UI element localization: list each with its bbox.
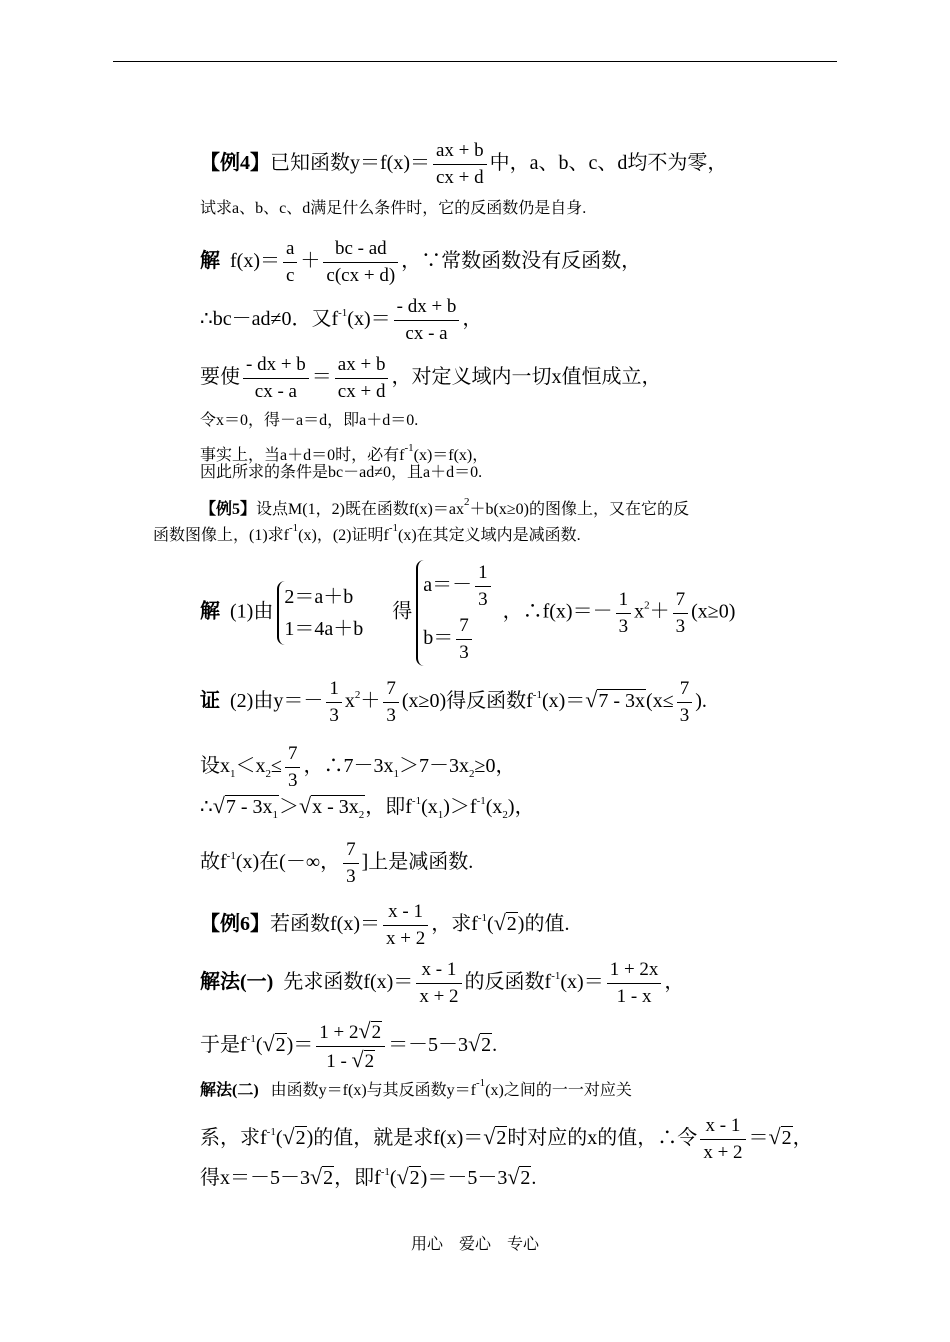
- sqrt-icon: √2: [351, 1047, 375, 1072]
- fraction: $\frac{ax + b}{cx + d}$: [433, 138, 487, 191]
- ex4-question: 【例4】已知函数y＝f(x)＝ $\frac{ax + b}{cx + d}$ 中，a、b、c、d均不为零，: [200, 138, 727, 191]
- ex5-proof-line1: 证 (2)由y＝－ $\frac{1}{3}$ $x^2+$ $\frac{7}{3}$ (x≥0)得反函数$f^{-1}(x)=√7 - 3x(x\le$ $\frac{7}{3}$ ).: [200, 676, 707, 729]
- ex5-title: 【例5】: [200, 501, 257, 518]
- sqrt-icon: $√x - 3x_2$: [298, 793, 365, 821]
- fraction: $\frac{a}{c}$: [283, 236, 297, 289]
- ex5-question-line1: 【例5】设点M(1，2)既在函数$f(x)=ax^2+b(x\ge 0)$的图像上，又在它的反: [200, 496, 689, 518]
- ex5-solution-line1: 解 (1)由 2＝a＋b 1＝4a＋b 得 a＝－ $\frac{1}{3}$ b＝ $\frac{7}{3}$ ，∴f(x)＝－ $\frac{1}{3}$ $x^2+$ $\frac{7}{3}$ (x≥0): [200, 560, 735, 666]
- method2-label: 解法(二): [200, 1082, 259, 1099]
- fraction: $\frac{1}{3}$: [616, 587, 632, 640]
- fraction: $\frac{7}{3}$: [673, 587, 689, 640]
- ex4-solution-line1: 解 f(x)＝ $\frac{a}{c}$ ＋ $\frac{bc - ad}{c(cx + d)}$ ，∵常数函数没有反函数，: [200, 236, 641, 289]
- ex4-solution-line5: 事实上，当a＋d＝0时，必有$f^{-1}(x)=f(x)$，: [200, 442, 489, 464]
- fraction: $\frac{- dx + b}{cx - a}$: [243, 352, 309, 405]
- fraction: $\frac{1}{3}$: [326, 676, 342, 729]
- fraction: $\frac{1 + 2√2}{1 - √2}$: [316, 1018, 385, 1075]
- method1-label: 解法(一): [200, 971, 274, 994]
- fraction: $\frac{bc - ad}{c(cx + d)}$: [323, 236, 398, 289]
- ex6-question: 【例6】若函数f(x)＝ $\frac{x - 1}{x + 2}$ ，求$f^{-1}(√2)$的值.: [200, 899, 569, 952]
- sqrt-icon: √2: [358, 1018, 382, 1043]
- fraction: $\frac{x - 1}{x + 2}$: [416, 957, 461, 1010]
- fraction: $\frac{x - 1}{x + 2}$: [383, 899, 428, 952]
- ex4-solution-line4: 令x＝0，得－a＝d，即a＋d＝0.: [200, 412, 419, 429]
- ex6-method2-line2: 系，求$f^{-1}(√2)$的值，就是求f(x)＝√2时对应的x的值，∴令 $\frac{x - 1}{x + 2}$ ＝√2，: [200, 1113, 813, 1166]
- sqrt-icon: √2: [507, 1164, 531, 1189]
- sqrt-icon: √2: [282, 1124, 306, 1150]
- ex4-solution-line6: 因此所求的条件是bc－ad≠0，且a＋d＝0.: [200, 464, 483, 481]
- fraction: $\frac{x - 1}{x + 2}$: [700, 1113, 745, 1166]
- ex4-solution-line3: 要使 $\frac{- dx + b}{cx - a}$ ＝ $\frac{ax + b}{cx + d}$ ，对定义域内一切x值恒成立，: [200, 352, 661, 405]
- ex6-method1-line1: 解法(一) 先求函数f(x)＝ $\frac{x - 1}{x + 2}$ 的反函数$f^{-1}(x)=$ $\frac{1 + 2x}{1 - x}$ ，: [200, 957, 684, 1010]
- fraction: $\frac{7}{3}$: [343, 837, 359, 890]
- ex5-proof-line3: ∴√7 - $3x_1>√x - 3x_2$，即$f^{-1}(x_1)>f^{-1}(x_2)$，: [200, 789, 535, 827]
- ex6-method1-line2: 于是$f^{-1}(√2)=$ $\frac{1 + 2√2}{1 - √2}$ ＝－5－3√2.: [200, 1018, 497, 1075]
- ex4-question-line2: 试求a、b、c、d满足什么条件时，它的反函数仍是自身.: [200, 200, 587, 217]
- ex5-question-line2: 函数图像上，(1)求$f^{-1}(x)$，(2)证明$f^{-1}(x)$在其定义域内是减函数.: [153, 522, 581, 544]
- fraction: $\frac{- dx + b}{cx - a}$: [394, 294, 460, 347]
- ex4-solution-line2: ∴bc－ad≠0．又$f^{-1}(x)=$ $\frac{- dx + b}{cx - a}$ ，: [200, 294, 482, 347]
- ex6-method2-line1: 解法(二) 由函数y＝f(x)与其反函数$y=f^{-1}(x)$之间的一一对应关: [200, 1077, 632, 1099]
- ex4-title: 【例4】: [200, 152, 270, 175]
- solution-label: 解: [200, 250, 220, 273]
- sqrt-icon: √2: [483, 1124, 507, 1150]
- fraction: $\frac{7}{3}$: [285, 741, 301, 794]
- ex6-method2-line3: 得x＝－5－3√2，即$f^{-1}(√2)=-5-3√2$.: [200, 1164, 537, 1189]
- sqrt-icon: √7 - 3x: [585, 687, 646, 713]
- ex6-title: 【例6】: [200, 913, 270, 936]
- sqrt-icon: √2: [493, 910, 517, 936]
- solution-label: 解: [200, 600, 220, 623]
- sqrt-icon: √2: [262, 1031, 286, 1057]
- proof-label: 证: [200, 690, 220, 713]
- fraction: $\frac{1 + 2x}{1 - x}$: [607, 957, 662, 1010]
- ex5-proof-line2: 设$x_1<x_2\le$ $\frac{7}{3}$ ，$\therefore 7-3x_1>7-3x_2\ge 0$，: [200, 741, 515, 794]
- sqrt-icon: $√7 - 3x_1$: [212, 793, 278, 821]
- fraction: $\frac{ax + b}{cx + d}$: [335, 352, 389, 405]
- sqrt-icon: √2: [310, 1164, 334, 1189]
- equation-system: a＝－ $\frac{1}{3}$ b＝ $\frac{7}{3}$: [416, 560, 493, 666]
- sqrt-icon: √2: [396, 1164, 420, 1189]
- sqrt-icon: √2: [468, 1031, 492, 1057]
- sqrt-icon: √2: [768, 1124, 792, 1150]
- equation-system: 2＝a＋b 1＝4a＋b: [277, 581, 363, 645]
- ex5-proof-line4: 故$f^{-1}(x)$在(－∞， $\frac{7}{3}$ ]上是减函数.: [200, 837, 473, 890]
- header-rule: [113, 61, 837, 62]
- page-footer: 用心 爱心 专心: [410, 1236, 539, 1253]
- fraction: $\frac{7}{3}$: [677, 676, 693, 729]
- fraction: $\frac{7}{3}$: [383, 676, 399, 729]
